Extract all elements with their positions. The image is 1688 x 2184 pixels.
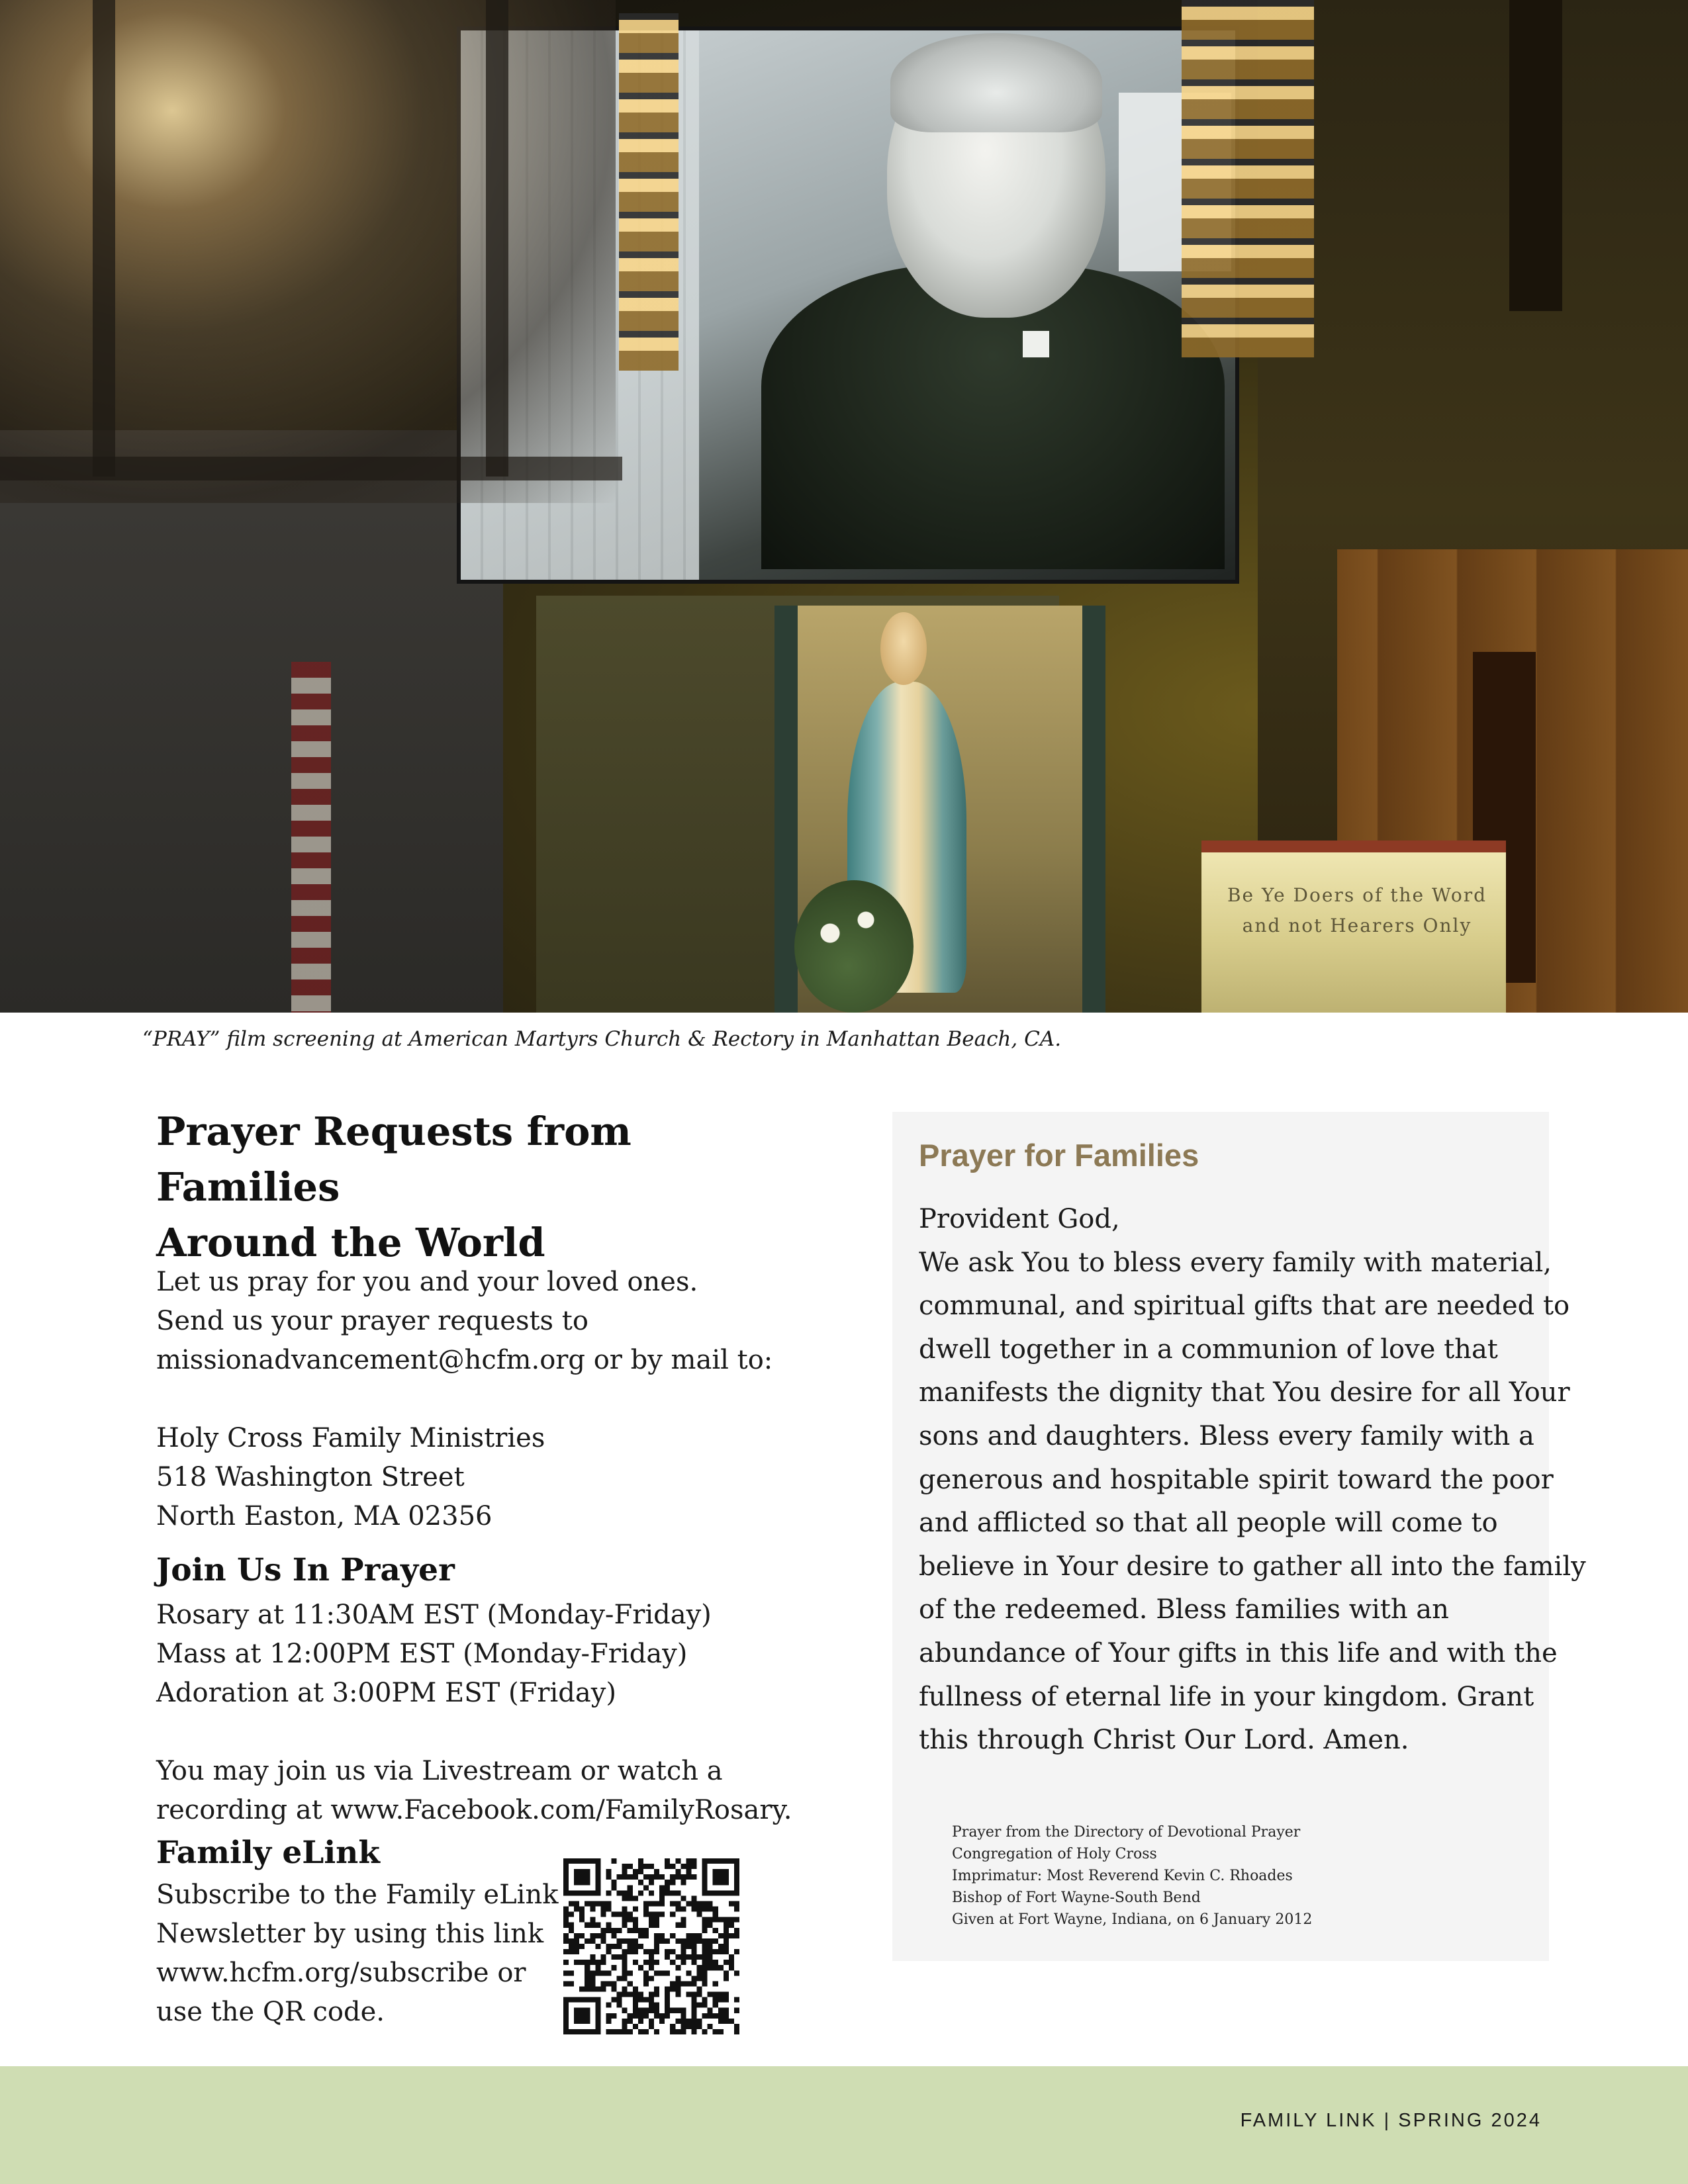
left-column <box>156 1104 825 1830</box>
prayer-line: communal, and spiritual gifts that are needed to <box>919 1291 1570 1322</box>
credit-line: Bishop of Fort Wayne-South Bend <box>952 1889 1201 1906</box>
prayer-line: dwell together in a communion of love that <box>919 1334 1498 1365</box>
family-elink-line: use the QR code. <box>156 1997 385 2027</box>
foreground-lantern-frame <box>93 0 508 477</box>
prayer-schedule <box>156 1596 825 1713</box>
schedule-item: Adoration at 3:00PM EST (Friday) <box>156 1678 616 1708</box>
prayer-line: believe in Your desire to gather all into the family <box>919 1551 1586 1582</box>
family-elink-line: Newsletter by using this link <box>156 1919 544 1949</box>
foreground-lantern-base <box>0 457 622 480</box>
prayer-requests-heading-line2: Around the World <box>156 1220 545 1265</box>
family-elink-heading: Family eLink <box>156 1835 380 1871</box>
prayer-requests-heading <box>156 1104 825 1271</box>
prayer-line: We ask You to bless every family with material, <box>919 1247 1552 1278</box>
schedule-item: Rosary at 11:30AM EST (Monday-Friday) <box>156 1600 712 1630</box>
prayer-for-families-title: Prayer for Families <box>919 1138 1199 1173</box>
livestream-text <box>156 1752 825 1830</box>
flag <box>291 662 331 1013</box>
photo-caption: “PRAY” film screening at American Martyrs Church & Rectory in Manhattan Beach, CA. <box>142 1027 1062 1051</box>
hero-photo <box>0 0 1688 1013</box>
prayer-line: generous and hospitable spirit toward the poor <box>919 1464 1554 1495</box>
credit-line: Prayer from the Directory of Devotional Prayer <box>952 1824 1301 1841</box>
credit-line: Imprimatur: Most Reverend Kevin C. Rhoades <box>952 1868 1293 1884</box>
ambo-inscription <box>1225 880 1489 941</box>
mailing-address <box>156 1419 825 1536</box>
priest-hair <box>890 33 1102 132</box>
address-line: 518 Washington Street <box>156 1462 465 1492</box>
prayer-line: Provident God, <box>919 1204 1120 1234</box>
prayer-requests-heading-line1: Prayer Requests from Families <box>156 1109 632 1210</box>
address-line: North Easton, MA 02356 <box>156 1501 492 1531</box>
wall-bracket <box>1509 0 1562 311</box>
prayer-credits <box>952 1821 1534 1931</box>
footer-bar <box>0 2066 1688 2184</box>
prayer-line: manifests the dignity that You desire for all Your <box>919 1377 1570 1408</box>
prayer-requests-text <box>156 1263 825 1380</box>
family-elink-line: Subscribe to the Family eLink <box>156 1880 559 1910</box>
footer-issue-label: FAMILY LINK | SPRING 2024 <box>1240 2110 1542 2131</box>
side-wall <box>0 430 503 1013</box>
prayer-line: fullness of eternal life in your kingdom. Grant <box>919 1681 1534 1712</box>
mary-statue-head <box>880 612 927 685</box>
prayer-text <box>919 1198 1586 1762</box>
flower-arrangement <box>794 880 914 1013</box>
prayer-line: sons and daughters. Bless every family with a <box>919 1420 1534 1451</box>
prayer-requests-email-line: missionadvancement@hcfm.org or by mail to: <box>156 1345 773 1375</box>
family-elink-text <box>156 1876 559 2032</box>
family-elink-section <box>156 1833 825 2032</box>
ambo-inscription-line1: Be Ye Doers of the Word <box>1227 884 1487 906</box>
credit-line: Congregation of Holy Cross <box>952 1846 1157 1862</box>
ambo-inscription-line2: and not Hearers Only <box>1242 915 1472 936</box>
livestream-line: recording at www.Facebook.com/FamilyRosary. <box>156 1795 792 1825</box>
prayer-for-families-box <box>892 1112 1586 1961</box>
schedule-item: Mass at 12:00PM EST (Monday-Friday) <box>156 1639 688 1669</box>
qr-code[interactable] <box>563 1858 739 2034</box>
prayer-requests-line: Send us your prayer requests to <box>156 1306 588 1336</box>
prayer-requests-line: Let us pray for you and your loved ones. <box>156 1267 698 1297</box>
address-line: Holy Cross Family Ministries <box>156 1423 545 1453</box>
prayer-line: of the redeemed. Bless families with an <box>919 1594 1449 1625</box>
subscribe-link[interactable]: www.hcfm.org/subscribe or <box>156 1958 526 1988</box>
credit-line: Given at Fort Wayne, Indiana, on 6 January 2012 <box>952 1911 1313 1928</box>
lantern-left <box>619 13 679 371</box>
prayer-line: and afflicted so that all people will come to <box>919 1508 1498 1539</box>
prayer-line: abundance of Your gifts in this life and with the <box>919 1637 1558 1668</box>
livestream-line: You may join us via Livestream or watch a <box>156 1756 723 1786</box>
clerical-collar <box>1023 331 1049 357</box>
join-prayer-heading: Join Us In Prayer <box>156 1552 455 1588</box>
lantern-right <box>1182 0 1314 357</box>
prayer-line: this through Christ Our Lord. Amen. <box>919 1725 1409 1756</box>
